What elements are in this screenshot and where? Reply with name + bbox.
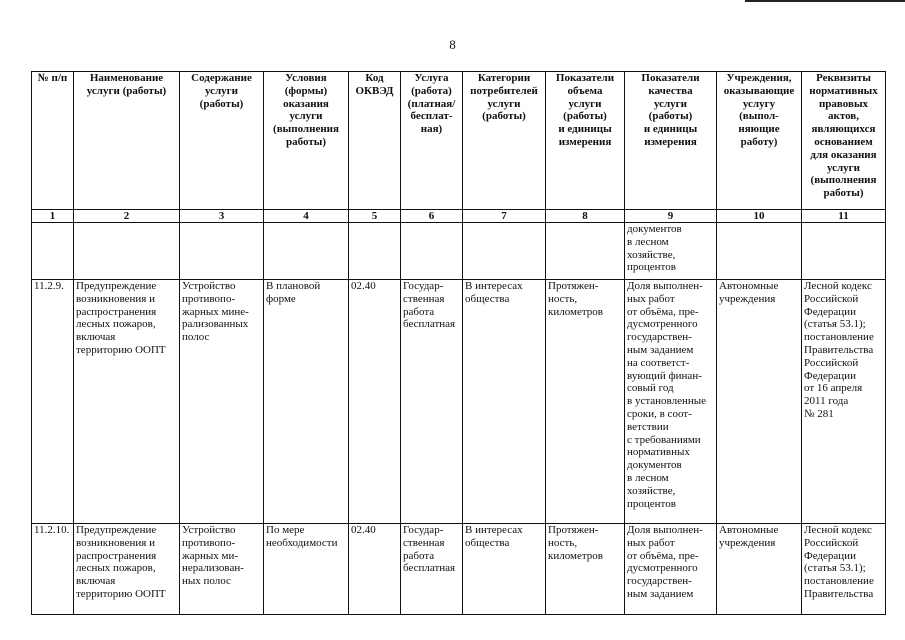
header-cell: Наименование услуги (работы) xyxy=(74,72,180,210)
header-cell: Условия (формы) оказания услуги (выполнения работы) xyxy=(264,72,349,210)
column-number-cell: 6 xyxy=(401,210,463,223)
table-cell: 11.2.9. xyxy=(32,280,74,524)
header-cell: Услуга (работа) (платная/ бесплат- ная) xyxy=(401,72,463,210)
table-cell xyxy=(802,223,886,280)
table-cell xyxy=(349,223,401,280)
table-cell: Протяжен- ность, километров xyxy=(546,280,625,524)
table-cell xyxy=(401,223,463,280)
column-number-cell: 2 xyxy=(74,210,180,223)
header-cell: Реквизиты нормативных правовых актов, являющихся основанием для оказания услуги (выполнения работы) xyxy=(802,72,886,210)
header-cell: Показатели качества услуги (работы) и единицы измерения xyxy=(625,72,717,210)
table-row xyxy=(32,524,886,615)
table-cell xyxy=(180,223,264,280)
table-cell: По мере необходимости xyxy=(264,524,349,615)
table-cell xyxy=(463,223,546,280)
header-cell: Содержание услуги (работы) xyxy=(180,72,264,210)
column-number-cell: 5 xyxy=(349,210,401,223)
column-number-cell: 1 xyxy=(32,210,74,223)
table-cell: Протяжен- ность, километров xyxy=(546,524,625,615)
column-number-cell: 11 xyxy=(802,210,886,223)
column-number-row xyxy=(32,210,886,223)
table-cell: 02.40 xyxy=(349,280,401,524)
table-row xyxy=(32,280,886,524)
table-cell: В интересах общества xyxy=(463,280,546,524)
header-cell: Учреждения, оказывающие услугу (выпол- няющие работу) xyxy=(717,72,802,210)
table-cell: Государ- ственная работа бесплатная xyxy=(401,280,463,524)
header-cell: Категории потребителей услуги (работы) xyxy=(463,72,546,210)
column-number-cell: 9 xyxy=(625,210,717,223)
table-cell: Доля выполнен- ных работ от объёма, пре- дусмотренного государствен- ным заданием xyxy=(625,524,717,615)
column-number-cell: 4 xyxy=(264,210,349,223)
table-cell xyxy=(546,223,625,280)
table-cell: В плановой форме xyxy=(264,280,349,524)
table-cell: документов в лесном хозяйстве, процентов xyxy=(625,223,717,280)
table-cell: Лесной кодекс Российской Федерации (статья 53.1); постановление Правительства Российской Федерации от 16 апреля 2011 года № 281 xyxy=(802,280,886,524)
table-cell: Автономные учреждения xyxy=(717,524,802,615)
table-cell: Устройство противопо- жарных ми- нерализован- ных полос xyxy=(180,524,264,615)
table-cell: Автономные учреждения xyxy=(717,280,802,524)
table-cell: 02.40 xyxy=(349,524,401,615)
header-cell: Показатели объема услуги (работы) и единицы измерения xyxy=(546,72,625,210)
table-cell xyxy=(264,223,349,280)
table-cell xyxy=(717,223,802,280)
column-number-cell: 8 xyxy=(546,210,625,223)
table-cell xyxy=(32,223,74,280)
table-cell: 11.2.10. xyxy=(32,524,74,615)
table-cell: Предупреждение возникновения и распространения лесных пожаров, включая территорию ООПТ xyxy=(74,524,180,615)
page-number: 8 xyxy=(449,37,456,52)
column-number-cell: 10 xyxy=(717,210,802,223)
table-cell: В интересах общества xyxy=(463,524,546,615)
top-edge-mark xyxy=(745,0,905,2)
table-cell xyxy=(74,223,180,280)
services-table xyxy=(31,71,886,615)
table-cell: Предупреждение возникновения и распространения лесных пожаров, включая территорию ООПТ xyxy=(74,280,180,524)
header-cell: № п/п xyxy=(32,72,74,210)
table-cell: Доля выполнен- ных работ от объёма, пре- дусмотренного государствен- ным заданием на соответст- вующий финан- совый год в установленные сроки, в соот- ветствии с требованиями нормативных документов в лесном хозяйстве, процентов xyxy=(625,280,717,524)
table-cell: Устройство противопо- жарных мине- рализованных полос xyxy=(180,280,264,524)
table-cell: Лесной кодекс Российской Федерации (статья 53.1); постановление Правительства xyxy=(802,524,886,615)
column-number-cell: 7 xyxy=(463,210,546,223)
table-cell: Государ- ственная работа бесплатная xyxy=(401,524,463,615)
continuation-row xyxy=(32,223,886,280)
header-cell: Код ОКВЭД xyxy=(349,72,401,210)
column-number-cell: 3 xyxy=(180,210,264,223)
header-row xyxy=(32,72,886,210)
